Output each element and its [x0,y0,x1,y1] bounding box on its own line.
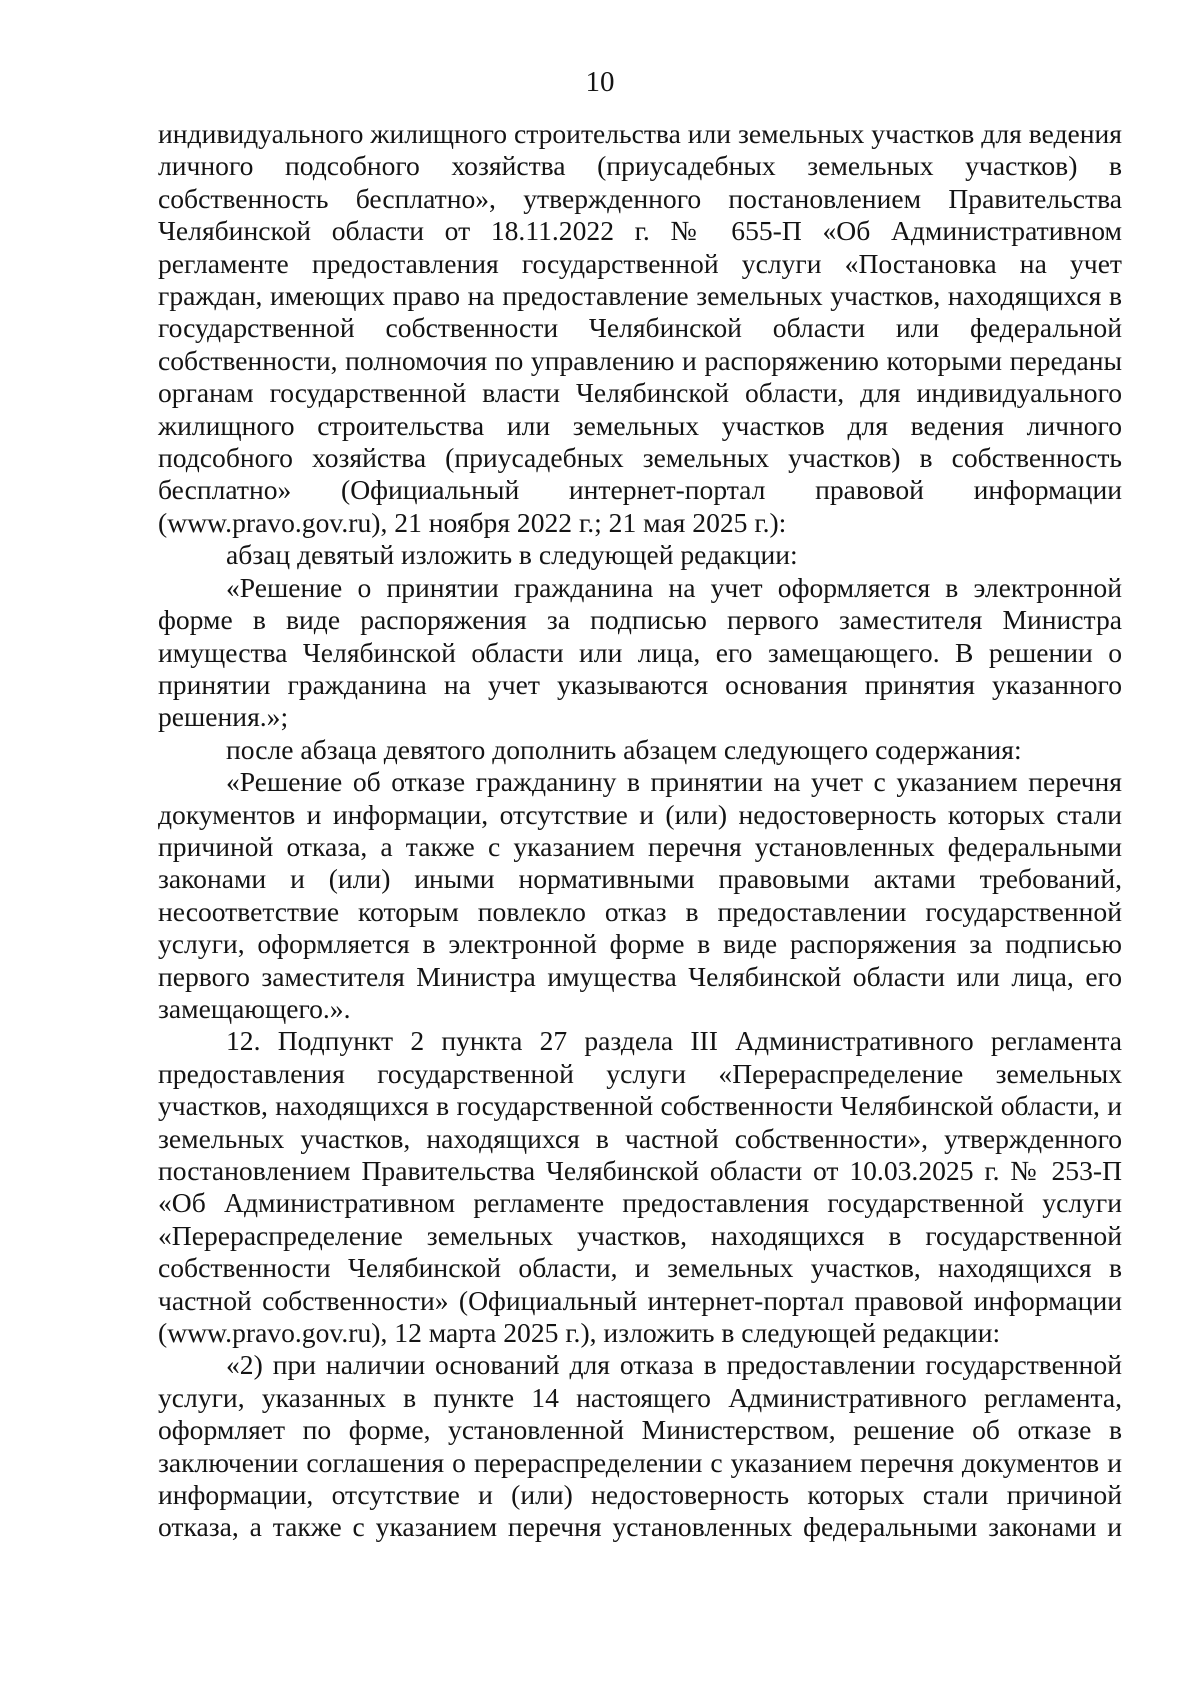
paragraph-continuation: индивидуального жилищного строительства или земельных участков для ведения личного подсобного хозяйства (приусадебных земельных участков) в собственность бесплатно», утвержденного постановлением Правительства Челябинской области от 18.11.2022 г. № 655-П «Об Административном регламенте предоставления государственной услуги «Постановка на учет граждан, имеющих право на предоставление земельных участков, находящихся в государственной собственности Челябинской области или федеральной собственности, полномочия по управлению и распоряжению которыми переданы органам государственной власти Челябинской области, для индивидуального жилищного строительства или земельных участков для ведения личного подсобного хозяйства (приусадебных земельных участков) в собственность бесплатно» (Официальный интернет-портал правовой информации (www.pravo.gov.ru), 21 ноября 2022 г.; 21 мая 2025 г.): [158,118,1122,538]
paragraph-item-12: 12. Подпункт 2 пункта 27 раздела III Административного регламента предоставления государственной услуги «Перераспределение земельных участков, находящихся в государственной собственности Челябинской области, и земельных участков, находящихся в частной собственности», утвержденного постановлением Правительства Челябинской области от 10.03.2025 г. № 253-П «Об Административном регламенте предоставления государственной услуги «Перераспределение земельных участков, находящихся в государственной собственности Челябинской области, и земельных участков, находящихся в частной собственности» (Официальный интернет-портал правовой информации (www.pravo.gov.ru), 12 марта 2025 г.), изложить в следующей редакции: [158,1025,1122,1349]
paragraph-instruction-paragraph-nine: абзац девятый изложить в следующей редакции: [226,539,798,571]
paragraph-subitem-2: «2) при наличии оснований для отказа в предоставлении государственной услуги, указанных в пункте 14 настоящего Административного регламента, оформляет по форме, установленной Министерством, решение об отказе в заключении соглашения о перераспределении с указанием перечня документов и информации, отсутствие и (или) недостоверность которых стали причиной отказа, а также с указанием перечня установленных федеральными законами и [158,1349,1122,1543]
paragraph-decision-on-registration: «Решение о принятии гражданина на учет оформляется в электронной форме в виде распоряжения за подписью первого заместителя Министра имущества Челябинской области или лица, его замещающего. В решении о принятии гражданина на учет указываются основания принятия указанного решения.»; [158,571,1122,733]
document-body [158,118,1122,1544]
paragraph-instruction-add-paragraph: после абзаца девятого дополнить абзацем следующего содержания: [226,733,1022,765]
page-number: 10 [585,66,615,98]
paragraph-decision-on-refusal: «Решение об отказе гражданину в принятии на учет с указанием перечня документов и информации, отсутствие и (или) недостоверность которых стали причиной отказа, а также с указанием перечня установленных федеральными законами и (или) иными нормативными правовыми актами требований, несоответствие которым повлекло отказ в предоставлении государственной услуги, оформляется в электронной форме в виде распоряжения за подписью первого заместителя Министра имущества Челябинской области или лица, его замещающего.». [158,766,1122,1024]
